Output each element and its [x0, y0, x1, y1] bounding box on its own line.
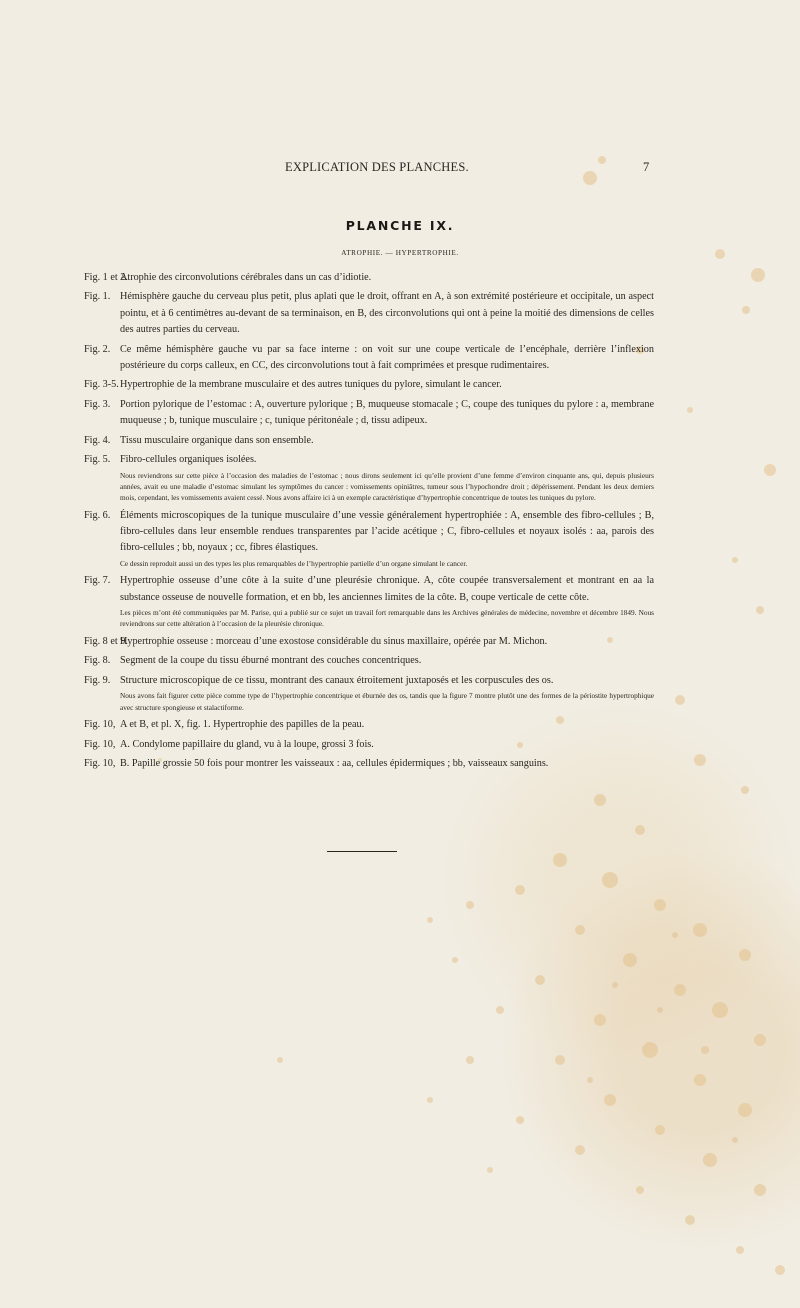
figure-description: Ce même hémisphère gauche vu par sa face interne : on voit sur une coupe verticale de l’encéphale, derrière l’inflexion postérieure du corps calleux, en CC, des circonvolutions tout à fait comprimées et presque rudimentaires.: [120, 343, 654, 371]
figure-label: Fig. 10,: [84, 758, 116, 770]
figure-label: Fig. 8.: [84, 655, 111, 667]
figure-description: Fibro-cellules organiques isolées.: [120, 454, 257, 466]
figure-note: [84, 558, 654, 569]
figure-legend-entry: [84, 397, 654, 430]
figure-legend-entry: [84, 452, 654, 468]
figure-label: Fig. 2.: [84, 343, 111, 355]
figure-description: Hémisphère gauche du cerveau plus petit, plus aplati que le droit, offrant en A, à son extrémité postérieure et occipitale, un aspect pointu, et à 6 centimètres au-devant de sa terminaison, en B, des circonvolutions qui ont à peine la moitié des dimensions de celles des autres parties du cerveau.: [120, 291, 654, 336]
figure-description: B. Papille grossie 50 fois pour montrer les vaisseaux : aa, cellules épidermiques ; bb, vaisseaux sanguins.: [120, 758, 549, 770]
figure-description: Hypertrophie osseuse : morceau d’une exostose considérable du sinus maxillaire, opérée par M. Michon.: [120, 635, 548, 647]
figure-legend-list: [84, 270, 654, 776]
figure-label: Fig. 10,: [84, 719, 116, 731]
figure-legend-entry: [84, 433, 654, 449]
figure-label: Fig. 3.: [84, 398, 111, 410]
figure-legend-entry: [84, 737, 654, 753]
figure-legend-entry: [84, 673, 654, 689]
figure-legend-entry: [84, 653, 654, 669]
figure-note: [84, 470, 654, 504]
figure-label: Fig. 10,: [84, 738, 116, 750]
running-head: [0, 160, 800, 180]
figure-label: Fig. 4.: [84, 434, 111, 446]
figure-legend-entry: [84, 377, 654, 393]
figure-legend-entry: [84, 717, 654, 733]
running-head-title: EXPLICATION DES PLANCHES.: [285, 160, 469, 174]
figure-label: Fig. 6.: [84, 509, 111, 521]
figure-description: A. Condylome papillaire du gland, vu à la loupe, grossi 3 fois.: [120, 738, 374, 750]
page-number: 7: [643, 160, 650, 174]
figure-label: Fig. 1.: [84, 291, 111, 303]
figure-description: Hypertrophie osseuse d’une côte à la suite d’une pleurésie chronique. A, côte coupée transversalement et montrant en aa la substance osseuse de nouvelle formation, et en bb, les anciennes limites de la côte. B, coupe verticale de cette côte.: [120, 575, 654, 603]
figure-label: Fig. 7.: [84, 575, 111, 587]
figure-note: [84, 607, 654, 630]
figure-label: Fig. 9.: [84, 674, 111, 686]
figure-description: Tissu musculaire organique dans son ensemble.: [120, 434, 314, 446]
figure-description: Portion pylorique de l’estomac : A, ouverture pylorique ; B, muqueuse stomacale ; C, coupe des tuniques du pylore : a, membrane muqueuse ; b, tunique musculaire ; c, tunique péritonéale ; d, tissu adipeux.: [120, 398, 654, 427]
figure-legend-entry: [84, 270, 654, 286]
figure-legend-entry: [84, 634, 654, 650]
figure-legend-entry: [84, 342, 654, 375]
figure-description: Segment de la coupe du tissu éburné montrant des couches concentriques.: [120, 655, 422, 667]
figure-description: Hypertrophie de la membrane musculaire et des autres tuniques du pylore, simulant le cancer.: [120, 379, 502, 391]
figure-legend-entry: [84, 756, 654, 772]
figure-note-text: Nous reviendrons sur cette pièce à l’occasion des maladies de l’estomac ; nous dirons seulement ici qu’elle provient d’une femme d’environ cinquante ans, qui, depuis plusieurs années, avait eu une maladie d’estomac simulant les symptômes du cancer : vomissements opiniâtres, tumeur sous l’hypochondre droit ; dépérissement. Pendant les deux derniers mois, cependant, les vomissements avaient cessé. Nous avons affaire ici à un exemple caractéristique d’hypertrophie concentrique de toutes les tuniques du pylore.: [120, 470, 654, 503]
figure-legend-entry: [84, 508, 654, 557]
plate-title: PLANCHE IX.: [345, 218, 455, 233]
figure-note-text: Les pièces m’ont été communiquées par M. Parise, qui a publié sur ce sujet un travail fort remarquable dans les Archives générales de médecine, novembre et décembre 1849. Nous reviendrons sur cette altération à l’occasion de la pleurésie chronique.: [120, 608, 654, 629]
figure-label: Fig. 5.: [84, 454, 111, 466]
closing-rule: [327, 851, 397, 852]
figure-note-text: Ce dessin reproduit aussi un des types les plus remarquables de l’hypertrophie partielle d’un organe simulant le cancer.: [120, 558, 468, 568]
figure-description: Éléments microscopiques de la tunique musculaire d’une vessie généralement hypertrophiée : A, ensemble des fibro-cellules ; B, fibro-cellules dans leur ensemble rendues transparentes par l’acide acétique ; C, fibro-cellules et noyaux isolés : aa, parois des fibro-cellules ; bb, noyaux ; cc, fibres élastiques.: [120, 509, 654, 554]
figure-description: Atrophie des circonvolutions cérébrales dans un cas d’idiotie.: [120, 272, 372, 283]
figure-legend-entry: [84, 573, 654, 606]
figure-label: Fig. 3-5.: [84, 379, 119, 391]
figure-label: Fig. 1 et 2.: [84, 272, 128, 283]
figure-description: Structure microscopique de ce tissu, montrant des canaux étroitement juxtaposés et les corpuscules des os.: [120, 674, 554, 686]
figure-note-text: Nous avons fait figurer cette pièce comme type de l’hypertrophie concentrique et éburnée des os, tandis que la figure 7 montre plutôt une des formes de la périostite hypertrophique avec structure spongieuse et stalactiforme.: [120, 691, 654, 712]
plate-subtitle: ATROPHIE. — HYPERTROPHIE.: [341, 249, 459, 257]
figure-legend-entry: [84, 289, 654, 338]
figure-note: [84, 690, 654, 713]
figure-label: Fig. 8 et 9.: [84, 635, 128, 647]
figure-description: A et B, et pl. X, fig. 1. Hypertrophie des papilles de la peau.: [120, 719, 365, 731]
